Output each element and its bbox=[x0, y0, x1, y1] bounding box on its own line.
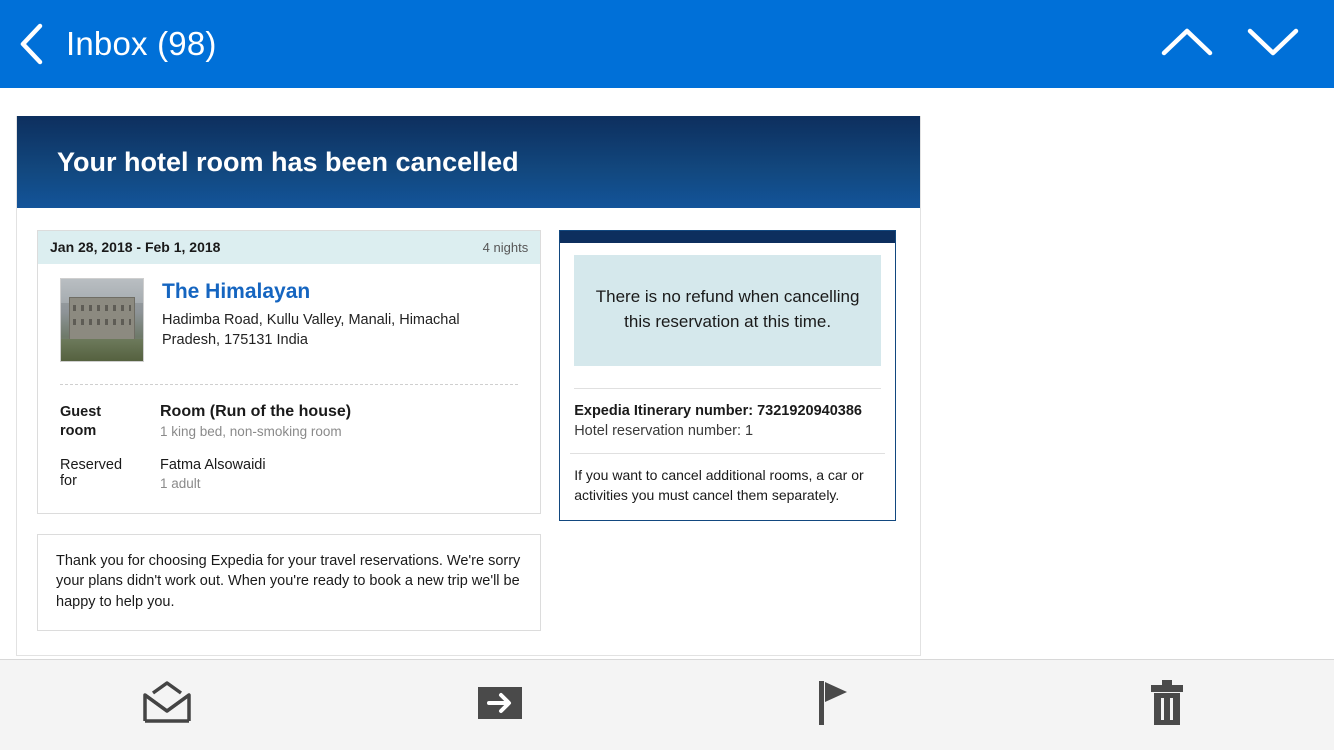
reservation-box bbox=[37, 230, 541, 514]
reservation-column bbox=[37, 230, 541, 631]
mark-unread-button[interactable] bbox=[0, 660, 334, 750]
itinerary-number: Expedia Itinerary number: 7321920940386 bbox=[574, 403, 862, 420]
room-block bbox=[38, 385, 540, 441]
delete-icon bbox=[1147, 679, 1187, 732]
flag-button[interactable] bbox=[667, 660, 1001, 750]
hotel-address: Hadimba Road, Kullu Valley, Manali, Himachal Pradesh, 175131 India bbox=[162, 312, 460, 348]
refund-topbar bbox=[560, 231, 895, 243]
hotel-thumbnail-image bbox=[60, 278, 144, 362]
cancel-separately-note: If you want to cancel additional rooms, a car or activities you must cancel them separately. bbox=[574, 467, 864, 504]
delete-button[interactable] bbox=[1001, 660, 1334, 750]
room-details bbox=[160, 403, 351, 441]
hotel-row bbox=[38, 264, 540, 362]
back-chevron-icon bbox=[18, 22, 44, 66]
chevron-up-icon bbox=[1160, 25, 1214, 64]
mark-unread-icon bbox=[141, 681, 193, 730]
itinerary-block bbox=[560, 389, 895, 439]
email-card bbox=[16, 116, 921, 656]
thumb-building bbox=[69, 297, 135, 341]
refund-column bbox=[559, 230, 896, 631]
email-banner bbox=[17, 116, 920, 208]
room-label: Guest room bbox=[60, 404, 102, 439]
thank-you-box bbox=[37, 534, 541, 632]
reservation-dates: Jan 28, 2018 - Feb 1, 2018 bbox=[50, 239, 221, 255]
guest-name: Fatma Alsowaidi bbox=[160, 456, 266, 473]
reservation-nights: 4 nights bbox=[482, 239, 529, 255]
room-title: Room (Run of the house) bbox=[160, 403, 352, 420]
back-button[interactable] bbox=[0, 0, 62, 88]
flag-icon bbox=[817, 679, 851, 732]
page-title: Inbox (98) bbox=[66, 25, 217, 62]
room-subtitle: 1 king bed, non-smoking room bbox=[160, 424, 342, 439]
hotel-reservation-number: Hotel reservation number: 1 bbox=[574, 423, 754, 440]
refund-pad bbox=[560, 243, 895, 366]
thank-you-text: Thank you for choosing Expedia for your travel reservations. We're sorry your plans didn't work out. When you're ready to book a new trip we'll be happy to help you. bbox=[56, 552, 521, 610]
guest-count: 1 adult bbox=[160, 475, 201, 491]
reserved-for-label: Reserved for bbox=[60, 456, 123, 489]
email-banner-title: Your hotel room has been cancelled bbox=[57, 146, 519, 177]
email-content bbox=[17, 208, 920, 631]
thumb-grass bbox=[61, 339, 143, 361]
hotel-info bbox=[162, 278, 472, 362]
refund-box bbox=[559, 230, 896, 521]
bottom-toolbar bbox=[0, 659, 1334, 750]
move-button[interactable] bbox=[334, 660, 668, 750]
chevron-down-icon bbox=[1246, 25, 1300, 64]
hotel-name-link[interactable]: The Himalayan bbox=[162, 280, 311, 303]
reservation-header bbox=[38, 231, 540, 264]
previous-message-button[interactable] bbox=[1144, 0, 1230, 88]
refund-notice: There is no refund when cancelling this reservation at this time. bbox=[574, 255, 881, 366]
guest-details bbox=[160, 457, 266, 491]
message-body[interactable] bbox=[0, 88, 1334, 659]
top-app-bar bbox=[0, 0, 1334, 88]
guest-block bbox=[38, 441, 540, 513]
move-icon bbox=[477, 680, 523, 731]
next-message-button[interactable] bbox=[1230, 0, 1316, 88]
